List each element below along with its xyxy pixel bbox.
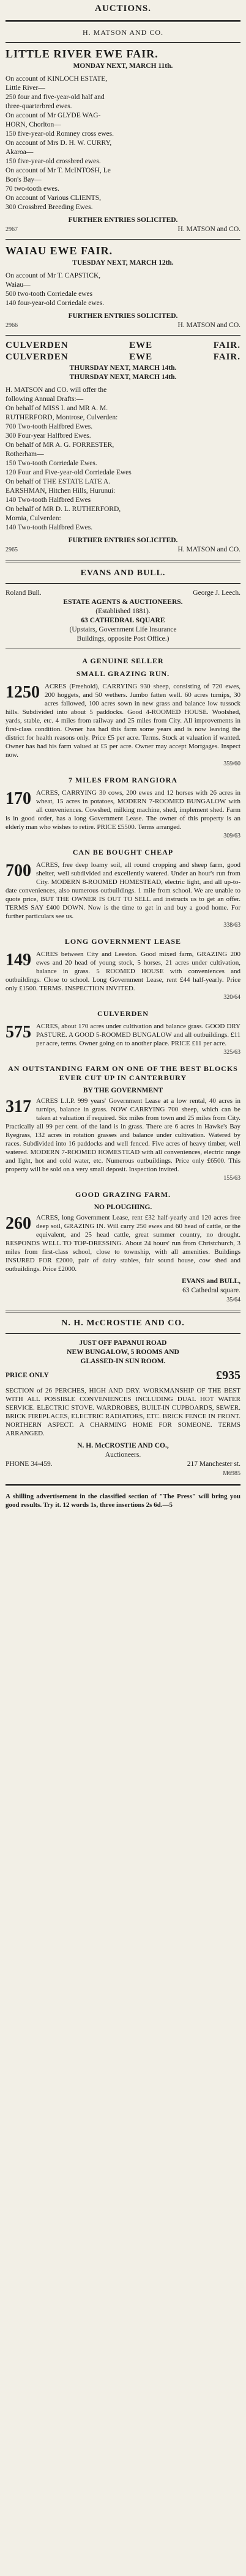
entry-line: 300 Crossbred Breeding Ewes. [6,204,93,211]
ad-code: 359/60 [223,760,240,767]
matson-ad-waiau [6,245,240,330]
listing-heading: GOOD GRAZING FARM. [75,1190,171,1199]
firm-name: H. MATSON AND CO. [82,28,163,37]
entry-line: 70 two-tooth ewes. [6,185,59,193]
listing-149 [6,950,240,1002]
entry-line: On behalf of MR D. L. RUTHERFORD, [6,506,121,513]
entry-line: 140 Two-tooth Halfbred Ewes [6,496,91,504]
newspaper-page [6,0,240,1509]
matson-ad-little-river [6,28,240,234]
divider [6,1311,240,1312]
sale-day: THURSDAY NEXT, MARCH 14th. [69,374,177,381]
signature: H. MATSON and CO. [177,226,240,233]
acreage: 149 [6,951,31,970]
entry-line: Waiau— [6,281,31,289]
entry-line: following Annual Drafts:— [6,396,84,403]
divider [6,1333,240,1334]
signature: N. H. McCROSTIE AND CO., [77,1442,169,1449]
entry-line: 700 Two-tooth Halfbred Ewes. [6,423,93,430]
address: 217 Manchester st. [187,1460,240,1468]
listing-170 [6,789,240,841]
further-entries: FURTHER ENTRIES SOLICITED. [68,537,178,544]
section-title: AUCTIONS. [95,4,151,13]
listing-317 [6,1097,240,1183]
fair-place: CULVERDEN [6,352,69,362]
fair-word: FAIR. [213,352,240,362]
signature-address: 63 Cathedral square. [182,1287,240,1294]
entry-line: Bon's Bay— [6,176,42,183]
firm-name: EVANS AND BULL. [80,569,166,578]
ad-code: M6985 [223,1470,240,1477]
price-label: PRICE ONLY [6,1372,49,1379]
phone: PHONE 34-459. [6,1460,53,1468]
acreage: 260 [6,1214,31,1233]
listing-260 [6,1213,240,1273]
entry-line: 250 four and five-year-old half and [6,94,105,101]
listing-1250 [6,682,240,768]
entry-line: RUTHERFORD, Montrose, Culverden: [6,414,118,421]
mccrostie-ad [6,1319,240,1478]
listing-text: ACRES, long Government Lease, rent £32 half-yearly and 120 acres free deep soil, GRAZING IN. Will carry 250 ewes and 60 head of cattle, or the equivalent, and 25 head cattle, great summer country, no drought. RESPONDS WELL TO TOP-DRESSING. About 24 hours' run from Christchurch, 3 miles from first-class school, close to township, with all amenities. Buildings INSURED FOR £2000, pair of dairy stables, fair sound house, cow shed and outbuildings. Price £2000. [6,1214,240,1273]
fair-place: CULVERDEN [6,340,69,350]
divider [6,239,240,240]
listing-700 [6,861,240,930]
acreage: 170 [6,789,31,808]
further-entries: FURTHER ENTRIES SOLICITED. [68,312,178,320]
entry-line: Akaroa— [6,149,34,156]
entry-line: 140 four-year-old Corriedale ewes. [6,300,105,307]
ad-code: 155/63 [223,1175,240,1182]
further-entries: FURTHER ENTRIES SOLICITED. [68,216,178,224]
entry-line: Rotherham— [6,451,44,458]
partner-name: George J. Leech. [193,589,240,597]
entry-line: On account of KINLOCH ESTATE, [6,75,108,83]
ad-code: 2967 [6,226,18,233]
listing-text: SECTION of 26 PERCHES, HIGH AND DRY. WORKMANSHIP OF THE BEST WITH ALL POSSIBLE CONVENIENCES INCLUDING DUAL HOT WATER SERVICE. ELECTRIC STOVE. WARDROBES, BUILT-IN CUPBOARDS, SEWER. BRICK FIREPLACES, ELECTRIC RADIATORS, ETC. BRICK FENCE IN FRONT. NORTHERN ASPECT. A CHARMING HOME FOR SOMEONE. TERMS ARRANGED. [6,1387,240,1437]
promo-text: A shilling advertisement in the classified section of "The Press" will bring you good results. Try it. 12 words 1s, three insertions 2s 6d.—5 [6,1493,240,1509]
ad-headline: NEW BUNGALOW, 5 ROOMS AND [67,1349,179,1356]
sale-day: TUESDAY NEXT, MARCH 12th. [72,259,174,267]
listing-heading: CULVERDEN [97,1009,149,1018]
firm-tagline: ESTATE AGENTS & AUCTIONEERS. [63,598,183,606]
entry-line: On behalf of THE ESTATE LATE A. [6,478,111,485]
classified-promo [6,1492,240,1509]
ad-code: 320/64 [223,994,240,1001]
entry-line: HORN, Chorlton— [6,121,61,128]
entry-line: On behalf of MISS I. and MR A. M. [6,405,108,412]
price: £935 [216,1369,240,1382]
listing-text: ACRES between City and Leeston. Good mixed farm, GRAZING 200 ewes and 20 head of young stock, 5 horses, 21 acres under cultivation, balance in grass. 5 ROOMED HOUSE with conveniences and outbuildings. Close to school. Long Government Lease, rent £44 half-yearly. Price only £1500. TERMS. INSPECTION INVITED. [6,951,240,992]
fair-type: EWE [129,352,153,362]
entry-line: On account of Mr GLYDE WAG- [6,112,101,119]
ad-code: 309/63 [223,833,240,839]
signature: H. MATSON and CO. [177,546,240,553]
entry-line: On account of Various CLIENTS, [6,194,101,202]
listing-heading: SMALL GRAZING RUN. [76,669,170,678]
listing-text: ACRES L.I.P. 999 years' Government Lease at a low rental, 40 acres in turnips, balance in grass. NOW CARRYING 700 sheep, which can be taken at valuation if required. Six miles from town and 25 miles from City. Practically all 99 per cent. of the land is in grass. There are 6 acres in Hawke's Bay Ryegrass, 132 acres in rotation grasses and balance under cultivation. Watered by races. Subdivided into 16 paddocks and well fenced. Five acres of heavy timber, well watered. MODERN 7-ROOMED HOMESTEAD with all conveniences, electric range and light, hot and cold water, etc. Numerous outbuildings. Price only £6500. This property will be sold on a very small deposit. Inspection invited. [6,1097,240,1173]
entry-line: three-quarterbred ewes. [6,103,72,110]
sale-day: MONDAY NEXT, MARCH 11th. [73,62,173,70]
listing-heading: A GENUINE SELLER [82,657,164,665]
divider [6,583,240,584]
entry-line: 150 five-year-old crossbred ewes. [6,158,101,165]
listing-text: ACRES (Freehold), CARRYING 930 sheep, consisting of 720 ewes, 200 hoggets, and 50 wethers. Jumbo fatten well. 60 acres turnips, 30 acres fallowed, 100 acres sown in new grass and balance low tussock hills. Subdivided into about 5 paddocks. Good 4-ROOMED HOUSE. Woolshed, yards, stable, etc. 4 miles from railway and 25 miles from City. All improvements in first-class condition. Owner has had this farm some years and is now leaving the district for health reasons only. Price £5 per acre. Terms. Stock at valuation if wanted. Owner has had his farm valued at £5 per acre. Owner may accept Mortgages. Inspect now. [6,683,240,759]
acreage: 700 [6,861,31,880]
divider [6,1484,240,1486]
fair-word: FAIR. [213,340,240,350]
divider [6,335,240,336]
entry-line: On account of Mrs D. H. W. CURRY, [6,139,112,147]
ad-code: 2965 [6,546,18,553]
entry-line: Mornia, Culverden: [6,515,61,522]
ad-headline: GLASSED-IN SUN ROOM. [80,1358,166,1365]
listing-subheading: BY THE GOVERNMENT [83,1087,163,1094]
entry-line: 300 Four-year Halfbred Ewes. [6,432,91,440]
fair-type: EWE [129,340,153,350]
entry-line: H. MATSON and CO. will offer the [6,386,107,394]
ewe-fair-title: LITTLE RIVER EWE FAIR. [6,48,158,60]
entry-line: 140 Two-tooth Halfbred Ewes. [6,524,93,531]
divider [6,42,240,43]
listing-subheading: NO PLOUGHING. [94,1204,152,1211]
listing-heading: CAN BE BOUGHT CHEAP [72,848,174,856]
acreage: 1250 [6,683,40,702]
ad-code: 35/64 [226,1297,240,1303]
listing-heading: LONG GOVERNMENT LEASE [64,937,182,946]
divider [6,561,240,562]
ad-code: 338/63 [223,922,240,929]
evans-bull-ad [6,569,240,1305]
ewe-fair-title: WAIAU EWE FAIR. [6,245,113,257]
ewe-entries [6,75,240,212]
entry-line: On account of Mr T. CAPSTICK, [6,272,101,279]
firm-name: N. H. McCROSTIE AND CO. [61,1319,185,1328]
signature: EVANS and BULL, [182,1278,240,1285]
entry-line: 500 two-tooth Corriedale ewes [6,290,93,298]
entry-line: 120 Four and Five-year-old Corriedale Ewes [6,469,132,476]
ad-headline: JUST OFF PAPANUI ROAD [79,1339,167,1347]
partner-name: Roland Bull. [6,589,42,597]
listing-heading: 7 MILES FROM RANGIORA [68,776,177,784]
signature-role: Auctioneers. [105,1451,141,1459]
acreage: 317 [6,1097,31,1116]
acreage: 575 [6,1023,31,1042]
established: (Established 1881). [95,608,151,615]
listing-text: ACRES, about 170 acres under cultivation and balance grass. GOOD DRY PASTURE. A GOOD 5-ROOMED BUNGALOW and all outbuildings. £11 per acre, terms. Owner going on to another place. PRICE £11 per acre. [36,1023,240,1047]
signature: H. MATSON and CO. [177,322,240,329]
address-note: (Upstairs, Government Life Insurance [69,626,177,633]
listing-text: ACRES, CARRYING 30 cows, 200 ewes and 12 horses with 26 acres in wheat, 15 acres in potatoes, MODERN 7-ROOMED BUNGALOW with all conveniences. Cowshed, milking machine, shed, implement shed. Farm is in good order, has a long Government Lease. The owner of this property is an elderly man who wishes to retire. PRICE £5500. Terms arranged. [6,789,240,831]
ad-code: 2966 [6,322,18,329]
ad-code: 325/63 [223,1049,240,1056]
entry-line: On account of Mr T. McINTOSH, Le [6,167,111,174]
divider [6,20,240,22]
entry-line: 150 Two-tooth Corriedale Ewes. [6,460,97,467]
entry-line: EARSHMAN, Hitchen Hills, Hurunui: [6,487,116,495]
sale-day: THURSDAY NEXT, MARCH 14th. [69,364,177,372]
listing-text: ACRES, free deep loamy soil, all round cropping and sheep farm, good shelter, well subdivided and excellently watered. Under an hour's run from City. MODERN 8-ROOMED HOMESTEAD, electric light, and all up-to-date conveniences, also numerous outbuildings. 1 mile from school. We are unable to quote price, BUT THE OWNER IS OUT TO SELL and instructs us to get an offer. TERMS SAY £400 DOWN. Now is the time to get in and buy a good home. For further particulars see us. [6,861,240,920]
listing-575 [6,1022,240,1057]
address-note: Buildings, opposite Post Office.) [76,635,170,642]
listing-heading: AN OUTSTANDING FARM ON ONE OF THE BEST BLOCKS EVER CUT UP IN CANTERBURY [8,1064,238,1082]
entry-line: Little River— [6,84,45,92]
entry-line: On behalf of MR A. G. FORRESTER, [6,441,114,449]
address: 63 CATHEDRAL SQUARE [81,617,165,624]
matson-ad-culverden [6,340,240,554]
entry-line: 150 five-year-old Romney cross ewes. [6,130,114,138]
